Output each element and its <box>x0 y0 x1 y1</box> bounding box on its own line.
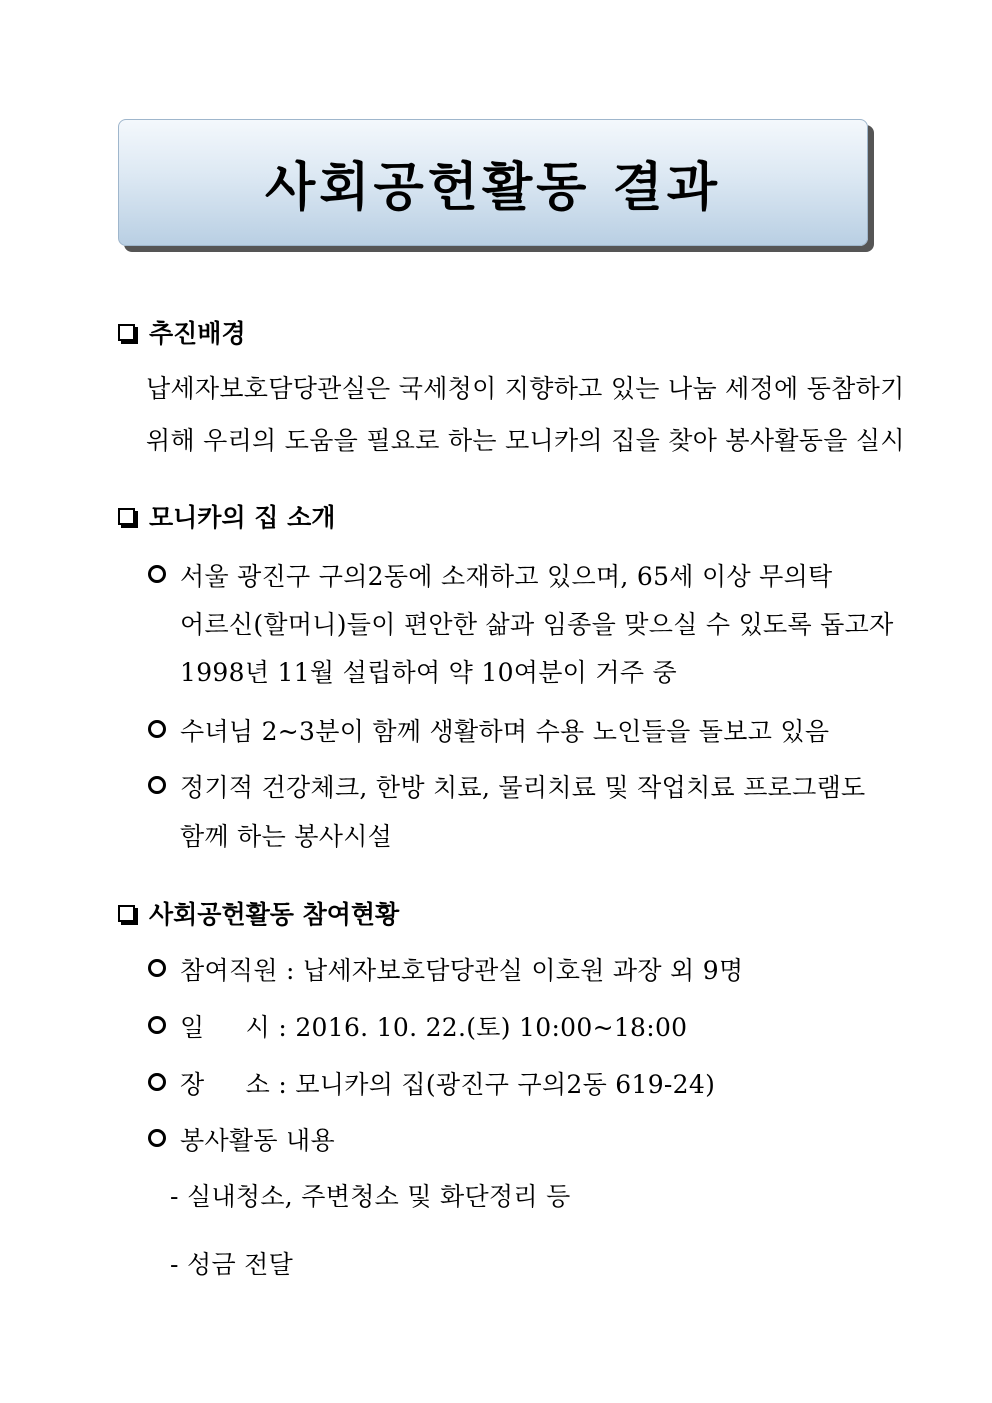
list-item-line: 장 소 : 모니카의 집(광진구 구의2동 619-24) <box>180 1070 716 1099</box>
paragraph-line: 위해 우리의 도움을 필요로 하는 모니카의 집을 찾아 봉사활동을 실시 <box>146 426 905 455</box>
square-bullet-icon <box>118 508 135 525</box>
sub-item: - 성금 전달 <box>170 1250 294 1279</box>
list-item-line: 수녀님 2~3분이 함께 생활하며 수용 노인들을 돌보고 있음 <box>180 717 830 746</box>
square-bullet-icon <box>118 905 135 922</box>
circle-bullet-icon <box>147 775 167 795</box>
circle-bullet-icon <box>147 564 167 584</box>
section-heading-label: 모니카의 집 소개 <box>149 503 336 532</box>
circle-bullet-icon <box>147 958 167 978</box>
list-item-line: 정기적 건강체크, 한방 치료, 물리치료 및 작업치료 프로그램도 <box>180 773 866 802</box>
list-item-line: 일 시 : 2016. 10. 22.(토) 10:00~18:00 <box>180 1013 688 1042</box>
circle-bullet-icon <box>147 719 167 739</box>
list-item-line: 1998년 11월 설립하여 약 10여분이 거주 중 <box>180 658 677 687</box>
list-item-line: 함께 하는 봉사시설 <box>180 822 393 851</box>
list-item-line: 봉사활동 내용 <box>180 1126 335 1155</box>
section-heading-participation <box>118 895 399 931</box>
section-heading-background <box>118 314 246 350</box>
list-item-line: 서울 광진구 구의2동에 소재하고 있으며, 65세 이상 무의탁 <box>180 562 833 591</box>
list-item-line: 어르신(할머니)들이 편안한 삶과 임종을 맞으실 수 있도록 돕고자 <box>180 610 894 639</box>
section-heading-label: 사회공헌활동 참여현황 <box>149 900 400 929</box>
circle-bullet-icon <box>147 1128 167 1148</box>
paragraph-line: 납세자보호담당관실은 국세청이 지향하고 있는 나눔 세정에 동참하기 <box>146 374 905 403</box>
page-title: 사회공헌활동 결과 <box>265 158 721 218</box>
square-bullet-icon <box>118 324 135 341</box>
title-box <box>118 119 868 246</box>
circle-bullet-icon <box>147 1072 167 1092</box>
section-heading-label: 추진배경 <box>149 319 246 348</box>
section-heading-monica <box>118 498 335 534</box>
sub-item: - 실내청소, 주변청소 및 화단정리 등 <box>170 1182 571 1211</box>
list-item-line: 참여직원 : 납세자보호담당관실 이호원 과장 외 9명 <box>180 956 744 985</box>
circle-bullet-icon <box>147 1015 167 1035</box>
